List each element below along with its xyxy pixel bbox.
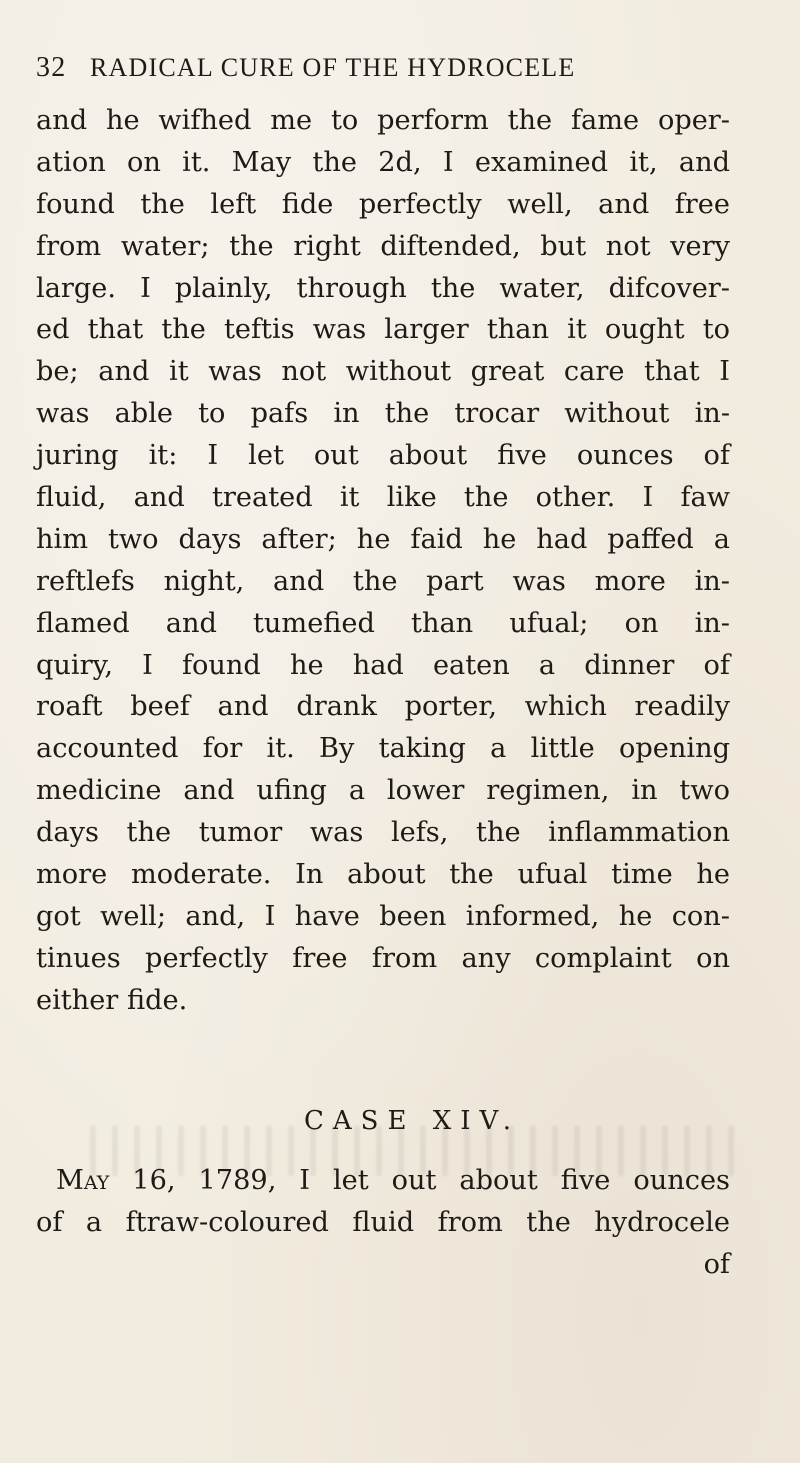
text-line: fluid, and treated it like the other. I faw bbox=[36, 482, 730, 514]
text-line: found the left fide perfectly well, and free bbox=[36, 188, 730, 220]
case-heading: CASE XIV. bbox=[303, 1106, 520, 1136]
page-number: 32 bbox=[36, 52, 67, 83]
text-line: ation on it. May the 2d, I examined it, and bbox=[36, 146, 730, 178]
case-month: May bbox=[56, 1165, 110, 1196]
body-paragraph bbox=[36, 100, 730, 1022]
text-line: either fide. bbox=[36, 984, 188, 1016]
text-line: got well; and, I have been informed, he con- bbox=[36, 900, 730, 932]
text-line: was able to pafs in the trocar without in- bbox=[36, 398, 730, 430]
text-line: medicine and ufing a lower regimen, in two bbox=[36, 775, 730, 807]
text-line: from water; the right diftended, but not very bbox=[36, 230, 730, 262]
text-line: quiry, I found he had eaten a dinner of bbox=[36, 649, 730, 681]
case-first-line-text: 16, 1789, I let out about five ounces bbox=[109, 1165, 730, 1196]
text-line: him two days after; he faid he had paffed a bbox=[36, 523, 730, 555]
text-line: juring it: I let out about five ounces of bbox=[36, 440, 730, 472]
running-head bbox=[36, 52, 726, 84]
text-line: days the tumor was lefs, the inflammation bbox=[36, 817, 730, 849]
text-line: ed that the teftis was larger than it ought to bbox=[36, 314, 730, 346]
text-line: accounted for it. By taking a little opening bbox=[36, 733, 730, 765]
running-title: RADICAL CURE OF THE HYDROCELE bbox=[90, 53, 576, 82]
text-line: reftlefs night, and the part was more in- bbox=[36, 565, 730, 597]
text-line: be; and it was not without great care that I bbox=[36, 356, 730, 388]
catchword: of bbox=[703, 1248, 730, 1280]
text-line: flamed and tumefied than ufual; on in- bbox=[36, 607, 730, 639]
case-paragraph bbox=[36, 1160, 730, 1286]
text-line: large. I plainly, through the water, difcover- bbox=[36, 272, 730, 304]
text-line: roaft beef and drank porter, which readily bbox=[36, 691, 730, 723]
case-second-line: of a ftraw-coloured fluid from the hydrocele bbox=[36, 1206, 730, 1238]
text-line: and he wifhed me to perform the fame oper- bbox=[36, 105, 730, 136]
text-line: tinues perfectly free from any complaint on bbox=[36, 942, 730, 974]
case-first-line bbox=[36, 1160, 730, 1202]
text-line: more moderate. In about the ufual time he bbox=[36, 859, 730, 891]
